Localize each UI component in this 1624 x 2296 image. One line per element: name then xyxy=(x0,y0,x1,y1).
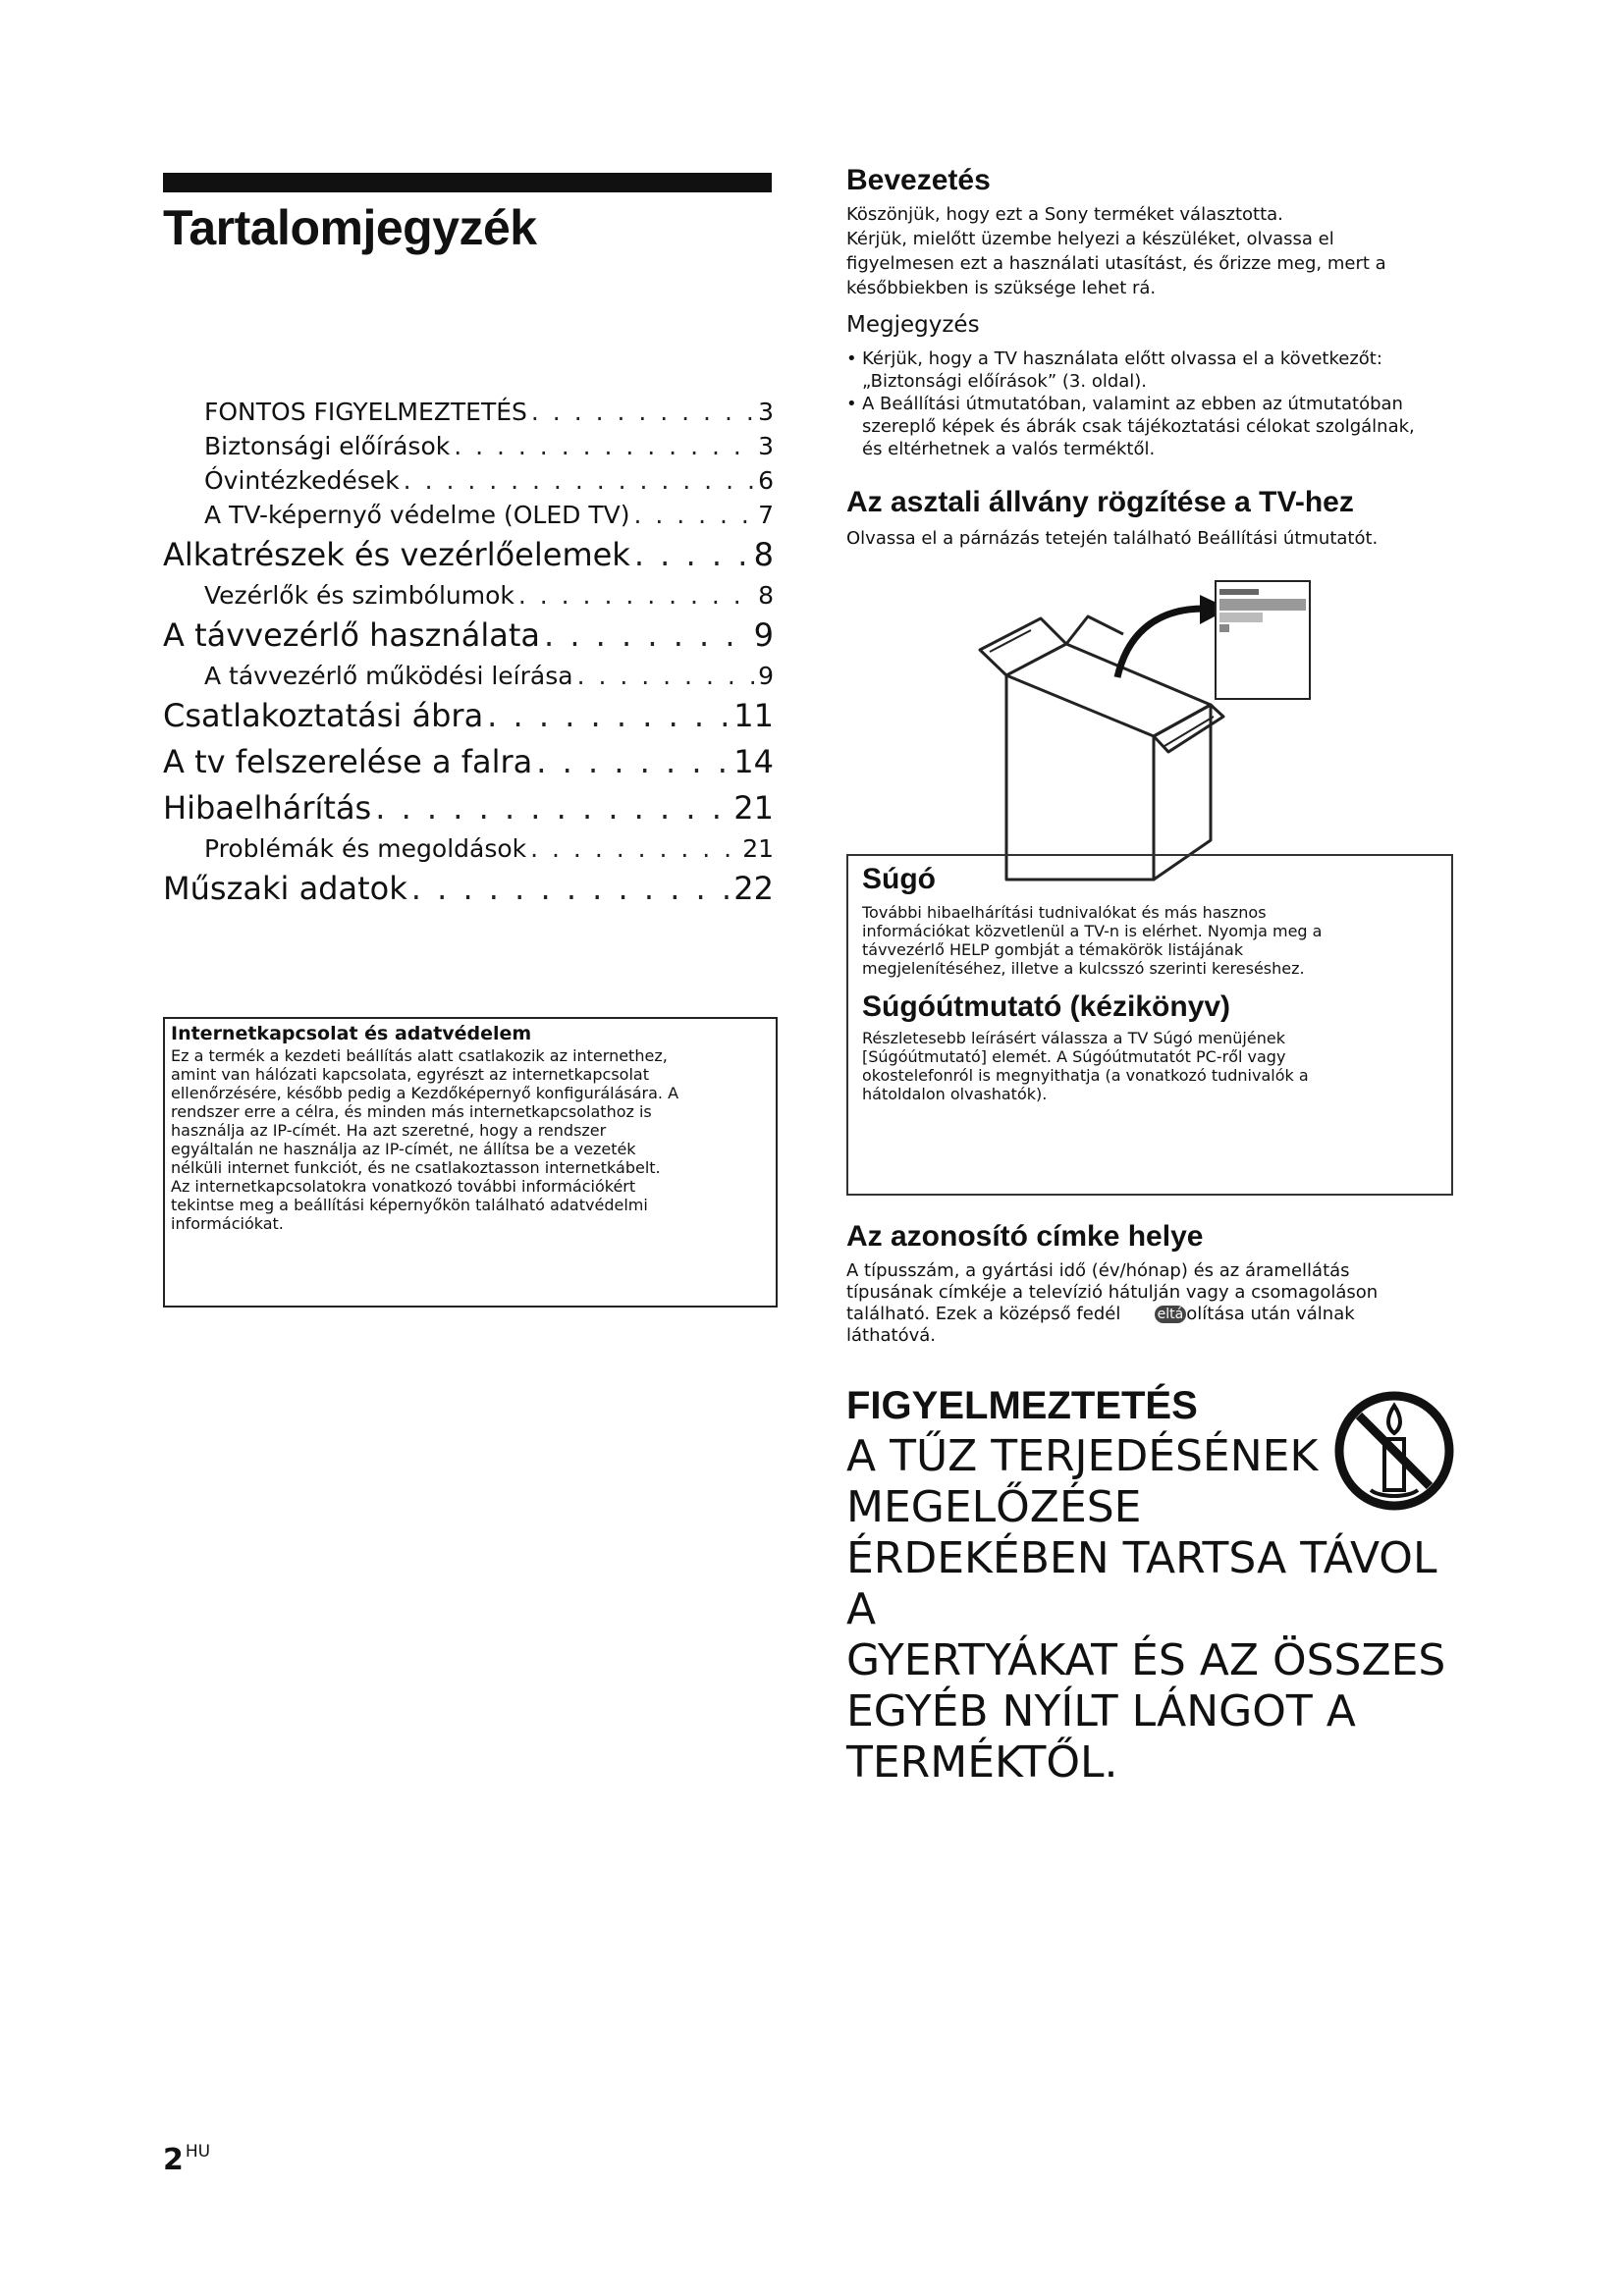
note-item xyxy=(846,393,1455,460)
privacy-title: Internetkapcsolat és adatvédelem xyxy=(171,1023,532,1044)
help-line: megjelenítéséhez, illetve a kulcsszó szerinti kereséshez. xyxy=(862,959,1305,978)
toc-leader-dots xyxy=(404,463,754,498)
help-guide-line: hátoldalon olvashatók). xyxy=(862,1085,1048,1103)
toc-entry xyxy=(163,578,774,613)
callout-marker: eltá xyxy=(1155,1306,1187,1323)
warning-line: MEGELŐZÉSE xyxy=(846,1482,1142,1532)
toc-entry-page: 21 xyxy=(733,789,774,827)
help-guide-line: Részletesebb leírásért válassza a TV Súgó menüjének xyxy=(862,1029,1285,1047)
toc-entry xyxy=(163,532,774,578)
privacy-line: rendszer erre a célra, és minden más internetkapcsolathoz is xyxy=(171,1102,652,1121)
privacy-line: ellenőrzésére, később pedig a Kezdőképernyő konfigurálására. A xyxy=(171,1084,679,1102)
note-item xyxy=(846,347,1455,393)
stand-setup-illustration xyxy=(972,569,1326,893)
toc-entry-label: Óvintézkedések xyxy=(204,466,400,495)
help-line: További hibaelhárítási tudnivalókat és más hasznos xyxy=(862,903,1267,922)
page-title: Tartalomjegyzék xyxy=(163,200,537,255)
page-number xyxy=(163,2142,210,2177)
toc-entry xyxy=(163,831,774,866)
privacy-line: tekintse meg a beállítási képernyőkön található adatvédelmi xyxy=(171,1196,648,1214)
help-text xyxy=(862,903,1437,978)
toc-leader-dots xyxy=(530,831,738,866)
toc-entry-label: Csatlakoztatási ábra xyxy=(163,697,484,734)
stand-text: Olvassa el a párnázás tetején található Beállítási útmutatót. xyxy=(846,528,1379,549)
table-of-contents xyxy=(163,395,774,912)
warning-line: ÉRDEKÉBEN TARTSA TÁVOL A xyxy=(846,1533,1437,1634)
toc-entry xyxy=(163,739,774,785)
help-guide-text xyxy=(862,1029,1437,1103)
note-line: és eltérhetnek a valós terméktől. xyxy=(862,439,1156,459)
toc-entry-page: 3 xyxy=(758,398,774,426)
toc-entry-label: A távvezérlő működési leírása xyxy=(204,662,573,690)
note-line: • A Beállítási útmutatóban, valamint az ebben az útmutatóban xyxy=(862,394,1403,414)
toc-entry xyxy=(163,659,774,693)
toc-entry-label: A távvezérlő használata xyxy=(163,616,540,654)
intro-line: későbbiekben is szüksége lehet rá. xyxy=(846,278,1157,298)
note-list xyxy=(846,347,1455,460)
note-title: Megjegyzés xyxy=(846,312,980,338)
help-box xyxy=(846,854,1453,1196)
toc-entry-label: Műszaki adatok xyxy=(163,870,407,907)
label-line: típusának címkéje a televízió hátulján vagy a csomagoláson xyxy=(846,1282,1379,1303)
title-rule xyxy=(163,173,772,192)
note-line: „Biztonsági előírások” (3. oldal). xyxy=(862,371,1148,392)
toc-entry xyxy=(163,613,774,659)
toc-entry-page: 22 xyxy=(733,870,774,907)
toc-entry-page: 9 xyxy=(758,662,774,690)
privacy-line: egyáltalán ne használja az IP-címét, ne állítsa be a vezeték xyxy=(171,1140,636,1158)
toc-leader-dots xyxy=(577,659,755,693)
label-line: található. Ezek a középső fedél xyxy=(846,1304,1121,1324)
toc-entry-page: 11 xyxy=(733,697,774,734)
toc-leader-dots xyxy=(411,866,731,912)
intro-title: Bevezetés xyxy=(846,164,991,196)
help-guide-line: okostelefonról is megnyithatja (a vonatkozó tudnivalók a xyxy=(862,1066,1309,1085)
privacy-line: nélküli internet funkciót, és ne csatlakoztasson internetkábelt. xyxy=(171,1158,661,1177)
toc-leader-dots xyxy=(375,785,730,831)
toc-leader-dots xyxy=(531,395,754,429)
warning-line: A TŰZ TERJEDÉSÉNEK xyxy=(846,1431,1319,1481)
help-guide-line: [Súgóútmutató] elemét. A Súgóútmutatót PC-ről vagy xyxy=(862,1047,1286,1066)
toc-entry-page: 9 xyxy=(753,616,774,654)
warning-line: EGYÉB NYÍLT LÁNGOT A xyxy=(846,1686,1356,1736)
toc-entry-label: Alkatrészek és vezérlőelemek xyxy=(163,536,630,573)
toc-entry xyxy=(163,498,774,532)
toc-entry-label: Biztonsági előírások xyxy=(204,432,451,460)
page-language: HU xyxy=(185,2142,211,2162)
intro-line: Kérjük, mielőtt üzembe helyezi a készüléket, olvassa el xyxy=(846,229,1334,249)
page-number-value: 2 xyxy=(163,2143,184,2177)
help-guide-title: Súgóútmutató (kézikönyv) xyxy=(862,990,1231,1023)
privacy-line: amint van hálózati kapcsolata, egyrészt az internetkapcsolat xyxy=(171,1065,649,1084)
intro-text xyxy=(846,202,1435,300)
label-line: láthatóvá. xyxy=(846,1325,937,1346)
privacy-line: információkat. xyxy=(171,1214,284,1233)
toc-entry-page: 6 xyxy=(758,466,774,495)
toc-entry-page: 7 xyxy=(758,501,774,529)
toc-entry-page: 8 xyxy=(753,536,774,573)
warning-title: FIGYELMEZTETÉS xyxy=(846,1384,1198,1427)
no-open-flame-icon xyxy=(1331,1388,1457,1514)
label-line: A típusszám, a gyártási idő (év/hónap) és az áramellátás xyxy=(846,1260,1350,1281)
label-title: Az azonosító címke helye xyxy=(846,1220,1204,1253)
stand-title: Az asztali állvány rögzítése a TV-hez xyxy=(846,486,1354,518)
privacy-line: használja az IP-címét. Ha azt szeretné, hogy a rendszer xyxy=(171,1121,607,1140)
toc-entry-page: 3 xyxy=(758,432,774,460)
privacy-text xyxy=(171,1046,770,1233)
toc-leader-dots xyxy=(454,429,754,463)
toc-entry-page: 8 xyxy=(758,581,774,610)
toc-entry-label: A tv felszerelése a falra xyxy=(163,743,533,780)
warning-line: GYERTYÁKAT ÉS AZ ÖSSZES xyxy=(846,1635,1446,1685)
toc-leader-dots xyxy=(518,578,754,613)
help-line: távvezérlő HELP gombját a témakörök listájának xyxy=(862,940,1244,959)
toc-leader-dots xyxy=(634,532,750,578)
toc-entry-label: Hibaelhárítás xyxy=(163,789,372,827)
toc-entry xyxy=(163,429,774,463)
note-line: szereplő képek és ábrák csak tájékoztatási célokat szolgálnak, xyxy=(862,416,1415,437)
intro-line: figyelmesen ezt a használati utasítást, és őrizze meg, mert a xyxy=(846,253,1386,274)
help-title: Súgó xyxy=(862,863,936,895)
privacy-line: Az internetkapcsolatokra vonatkozó további információkért xyxy=(171,1177,636,1196)
label-text xyxy=(846,1260,1455,1347)
toc-entry xyxy=(163,463,774,498)
toc-leader-dots xyxy=(536,739,730,785)
privacy-line: Ez a termék a kezdeti beállítás alatt csatlakozik az internethez, xyxy=(171,1046,668,1065)
toc-leader-dots xyxy=(544,613,750,659)
help-line: információkat közvetlenül a TV-n is elérhet. Nyomja meg a xyxy=(862,922,1323,940)
label-line: olítása után válnak xyxy=(1186,1304,1355,1324)
note-line: • Kérjük, hogy a TV használata előtt olvassa el a következőt: xyxy=(862,348,1382,369)
toc-entry xyxy=(163,693,774,739)
toc-entry-label: FONTOS FIGYELMEZTETÉS xyxy=(204,398,527,426)
toc-entry-label: Problémák és megoldások xyxy=(204,834,527,863)
privacy-box xyxy=(163,1017,778,1308)
toc-entry xyxy=(163,785,774,831)
toc-entry-page: 14 xyxy=(733,743,774,780)
toc-entry xyxy=(163,395,774,429)
toc-entry-label: Vezérlők és szimbólumok xyxy=(204,581,514,610)
toc-entry-page: 21 xyxy=(742,834,774,863)
toc-leader-dots xyxy=(487,693,730,739)
toc-entry xyxy=(163,866,774,912)
toc-leader-dots xyxy=(633,498,754,532)
warning-line: TERMÉKTŐL. xyxy=(846,1737,1118,1788)
intro-line: Köszönjük, hogy ezt a Sony terméket választotta. xyxy=(846,204,1283,225)
toc-entry-label: A TV-képernyő védelme (OLED TV) xyxy=(204,501,630,529)
